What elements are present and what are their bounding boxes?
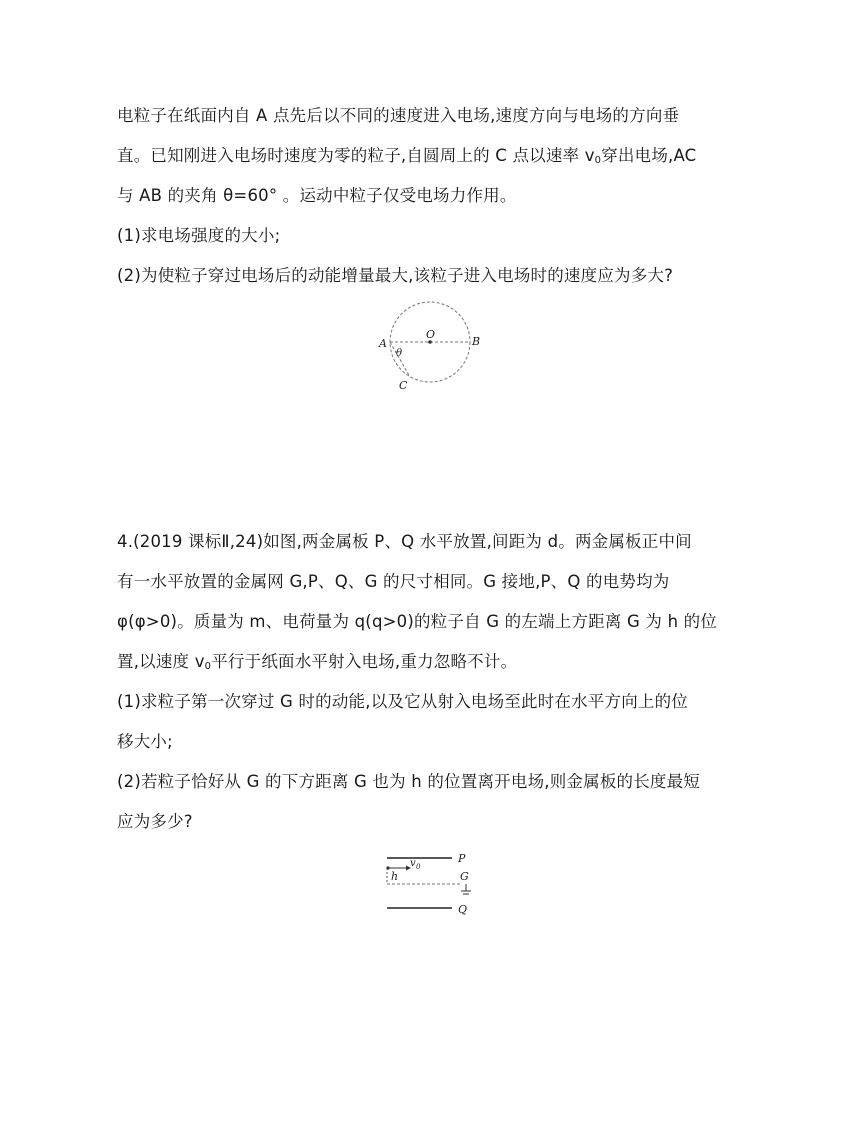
p3-line-3: 与 AB 的夹角 θ=60° 。运动中粒子仅受电场力作用。 xyxy=(117,186,517,205)
label-a: A xyxy=(379,337,387,350)
label-v: v xyxy=(410,858,416,869)
p3-line-2-text-a: 直。已知刚进入电场时速度为零的粒子,自圆周上的 C 点以速率 v xyxy=(117,146,595,165)
p4-question-1-line-2: 移大小; xyxy=(117,732,173,751)
label-o: O xyxy=(426,328,436,341)
label-p: P xyxy=(458,852,466,865)
p4-question-1-line-1: (1)求粒子第一次穿过 G 时的动能,以及它从射入电场至此时在水平方向上的位 xyxy=(117,692,688,711)
label-v-sub: 0 xyxy=(416,863,421,871)
circle-figure xyxy=(375,300,490,395)
p3-line-2-text-b: 穿出电场,AC xyxy=(601,146,697,165)
p3-line-2 xyxy=(117,146,757,171)
label-c: C xyxy=(399,379,408,392)
p4-v0-subscript: 0 xyxy=(204,661,212,672)
p4-line-2: 有一水平放置的金属网 G,P、Q、G 的尺寸相同。G 接地,P、Q 的电势均为 xyxy=(117,572,670,591)
p3-question-2: (2)为使粒子穿过电场后的动能增量最大,该粒子进入电场时的速度应为多大? xyxy=(117,266,674,285)
p4-line-1: 4.(2019 课标Ⅱ,24)如图,两金属板 P、Q 水平放置,间距为 d。两金属板正中间 xyxy=(117,532,692,551)
p4-question-2-line-2: 应为多少? xyxy=(117,812,193,831)
label-theta: θ xyxy=(396,348,403,359)
label-g: G xyxy=(460,870,469,883)
p4-line-4 xyxy=(117,652,757,677)
label-h: h xyxy=(391,870,399,883)
p4-line-4-text-b: 平行于纸面水平射入电场,重力忽略不计。 xyxy=(211,652,518,671)
p3-question-1: (1)求电场强度的大小; xyxy=(117,226,281,245)
plates-figure xyxy=(380,846,485,924)
label-q: Q xyxy=(458,903,468,916)
p3-v0-subscript: 0 xyxy=(594,155,602,166)
particle xyxy=(386,866,389,869)
label-b: B xyxy=(472,335,481,348)
p4-question-2-line-1: (2)若粒子恰好从 G 的下方距离 G 也为 h 的位置离开电场,则金属板的长度最短 xyxy=(117,772,701,791)
p4-line-3: φ(φ>0)。质量为 m、电荷量为 q(q>0)的粒子自 G 的左端上方距离 G 为 h 的位 xyxy=(117,612,718,631)
p3-line-1: 电粒子在纸面内自 A 点先后以不同的速度进入电场,速度方向与电场的方向垂 xyxy=(117,106,680,125)
p4-line-4-text-a: 置,以速度 v xyxy=(117,652,205,671)
